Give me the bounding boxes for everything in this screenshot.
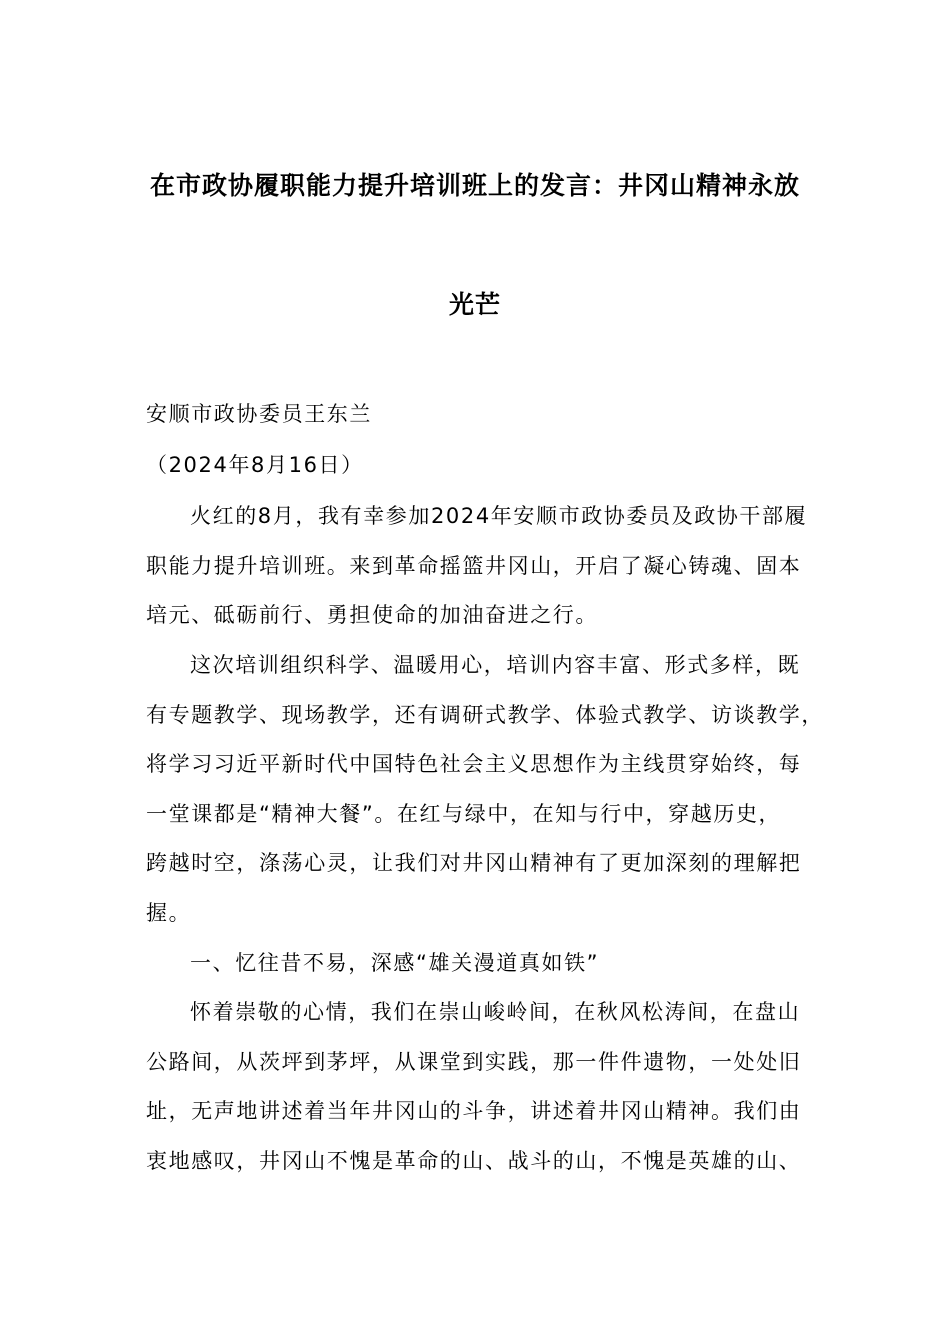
paragraph-line: 有专题教学、现场教学，还有调研式教学、体验式教学、访谈教学， (146, 703, 824, 727)
paragraph-line: 公路间，从茨坪到茅坪，从课堂到实践，那一件件遗物，一处处旧 (146, 1050, 802, 1074)
paragraph-line: 一堂课都是“精神大餐”。在红与绿中，在知与行中，穿越历史， (146, 802, 782, 826)
paragraph-line: 跨越时空，涤荡心灵，让我们对井冈山精神有了更加深刻的理解把 (146, 851, 802, 875)
paragraph-line: 职能力提升培训班。来到革命摇篮井冈山，开启了凝心铸魂、固本 (146, 554, 802, 578)
section-heading: 一、忆往昔不易，深感“雄关漫道真如铁” (190, 951, 600, 975)
paragraph-line: 这次培训组织科学、温暖用心，培训内容丰富、形式多样，既 (190, 653, 801, 677)
date-line: （2024年8月16日） (146, 453, 364, 477)
document-title-line-1: 在市政协履职能力提升培训班上的发言：井冈山精神永放 (149, 171, 800, 200)
document-title-line-2: 光芒 (448, 290, 501, 319)
paragraph-line: 址，无声地讲述着当年井冈山的斗争，讲述着井冈山精神。我们由 (146, 1099, 802, 1123)
paragraph-line: 将学习习近平新时代中国特色社会主义思想作为主线贯穿始终，每 (146, 752, 802, 776)
paragraph-line: 握。 (146, 901, 192, 925)
author-line: 安顺市政协委员王东兰 (146, 402, 372, 426)
paragraph-line: 衷地感叹，井冈山不愧是革命的山、战斗的山，不愧是英雄的山、 (146, 1149, 802, 1173)
paragraph-line: 怀着崇敬的心情，我们在崇山峻岭间，在秋风松涛间，在盘山 (190, 1000, 801, 1024)
paragraph-line: 培元、砥砺前行、勇担使命的加油奋进之行。 (146, 603, 598, 627)
paragraph-line: 火红的8月，我有幸参加2024年安顺市政协委员及政协干部履 (190, 504, 808, 528)
